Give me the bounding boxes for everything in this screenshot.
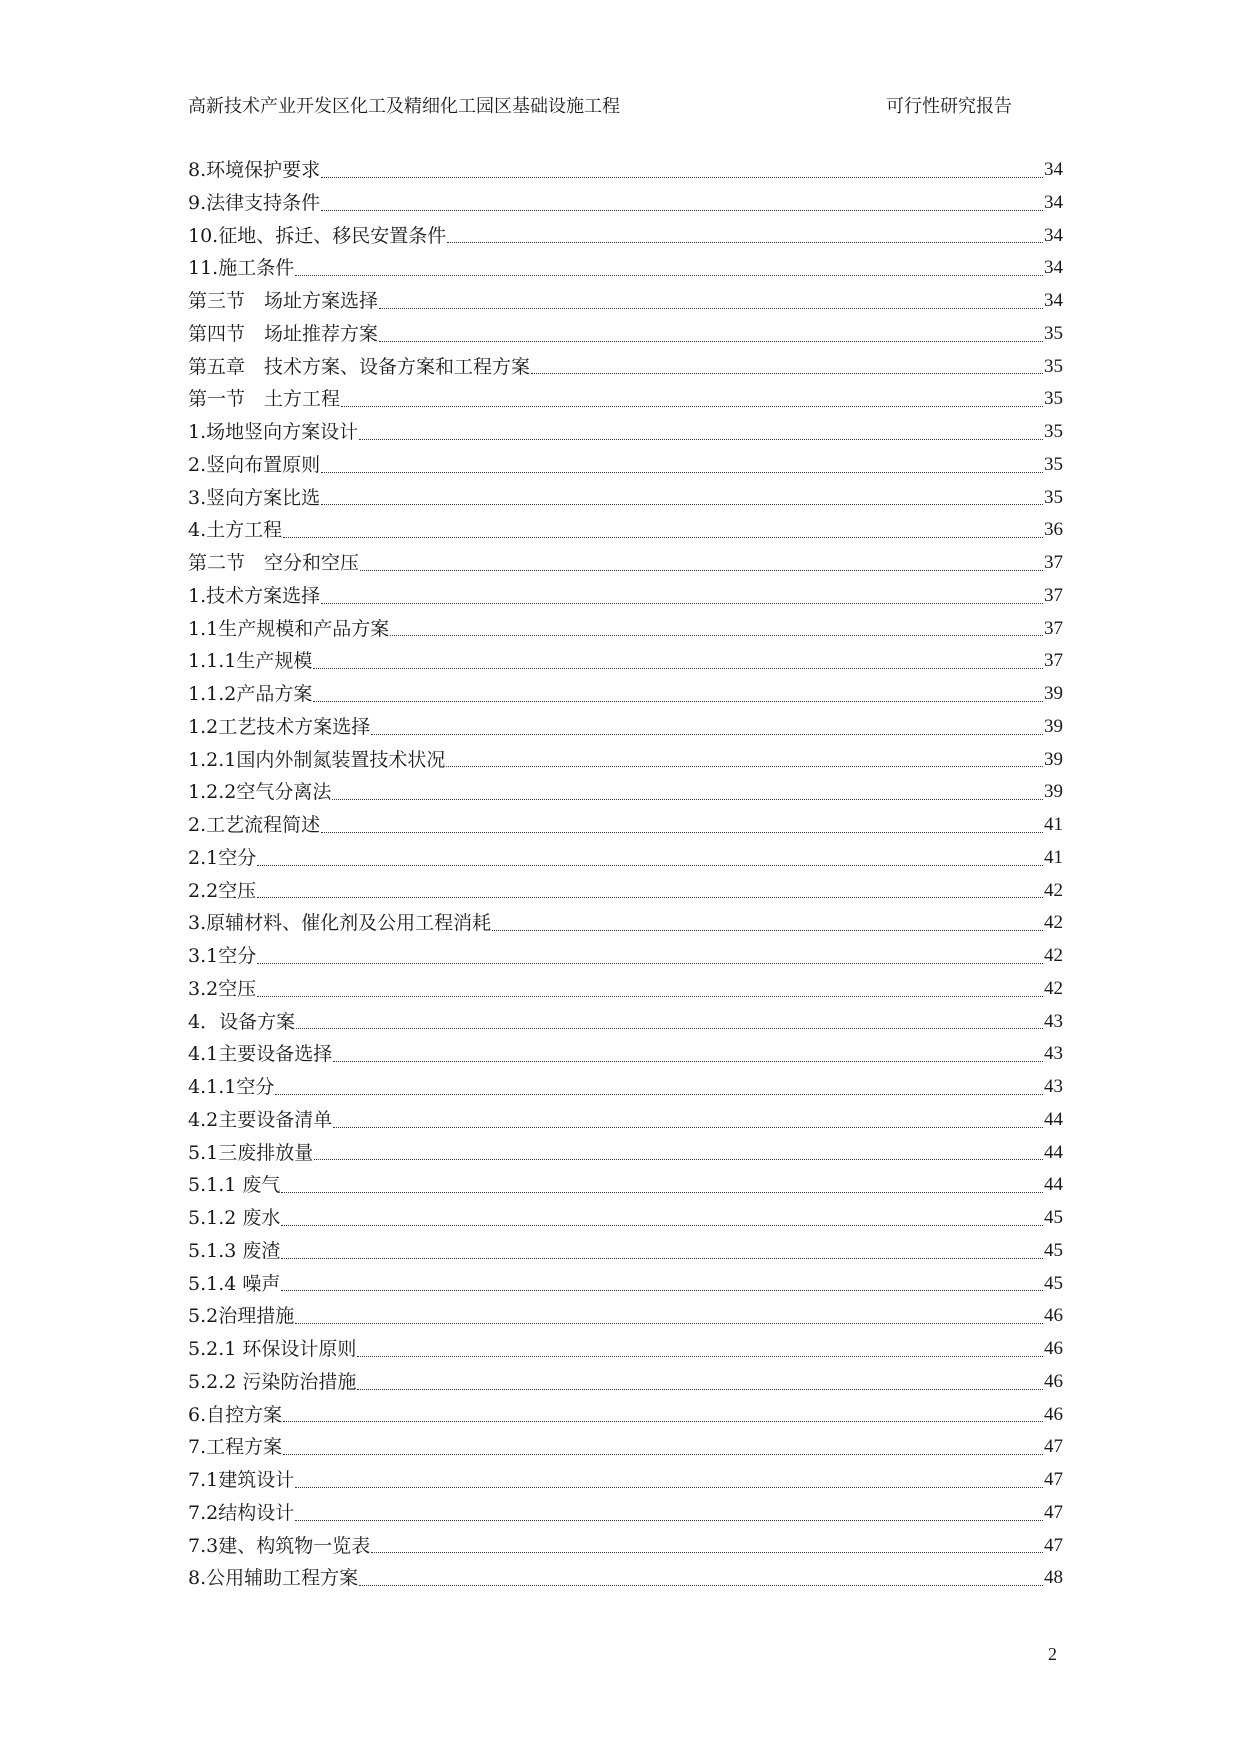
toc-entry-page: 46 — [1044, 1305, 1063, 1327]
toc-entry-title: 3.1空分 — [188, 945, 257, 967]
toc-entry-page: 41 — [1044, 814, 1063, 835]
toc-entry-page: 35 — [1044, 453, 1063, 475]
toc-dot-leader — [359, 1585, 1043, 1586]
toc-entry[interactable] — [188, 678, 1063, 711]
toc-entry[interactable] — [188, 1399, 1063, 1432]
toc-entry-page: 34 — [1044, 159, 1063, 180]
toc-entry-page: 35 — [1044, 486, 1063, 508]
toc-entry-page: 45 — [1044, 1272, 1063, 1294]
toc-entry-page: 46 — [1044, 1403, 1063, 1425]
toc-dot-leader — [313, 701, 1043, 702]
toc-dot-leader — [357, 1389, 1043, 1390]
toc-entry-title: 1.1.1生产规模 — [188, 650, 313, 673]
toc-entry[interactable] — [188, 809, 1063, 842]
toc-entry[interactable] — [188, 285, 1063, 318]
toc-entry[interactable] — [188, 514, 1063, 547]
toc-entry-page: 37 — [1044, 650, 1063, 672]
toc-entry[interactable] — [188, 744, 1063, 777]
toc-entry-title: 3.原辅材料、催化剂及公用工程消耗 — [188, 912, 492, 935]
toc-entry-page: 47 — [1044, 1534, 1063, 1556]
toc-entry-page: 42 — [1044, 945, 1063, 966]
toc-entry-page: 34 — [1044, 257, 1063, 279]
document-title: 高新技术产业开发区化工及精细化工园区基础设施工程 — [188, 96, 620, 117]
page-header — [188, 92, 1020, 122]
toc-dot-leader — [283, 1454, 1043, 1455]
toc-entry-title: 1.1生产规模和产品方案 — [188, 617, 390, 640]
toc-dot-leader — [275, 1094, 1043, 1095]
toc-dot-leader — [321, 472, 1043, 473]
toc-entry[interactable] — [188, 318, 1063, 351]
toc-entry[interactable] — [188, 1268, 1063, 1301]
toc-entry-page: 34 — [1044, 191, 1063, 213]
toc-entry-title: 5.1.3 废渣 — [188, 1239, 281, 1262]
toc-dot-leader — [281, 1225, 1043, 1226]
toc-entry-page: 46 — [1044, 1370, 1063, 1392]
toc-entry[interactable] — [188, 875, 1063, 908]
toc-entry-page: 39 — [1044, 748, 1063, 770]
toc-entry-page: 42 — [1044, 912, 1063, 934]
toc-entry-title: 3.2空压 — [188, 977, 257, 1000]
toc-dot-leader — [321, 210, 1043, 211]
toc-dot-leader — [332, 799, 1043, 800]
toc-entry[interactable] — [188, 482, 1063, 515]
toc-entry[interactable] — [188, 547, 1063, 580]
toc-dot-leader — [360, 570, 1043, 571]
toc-dot-leader — [283, 1421, 1043, 1422]
toc-entry-title: 1.1.2产品方案 — [188, 683, 313, 705]
toc-entry-page: 39 — [1044, 715, 1063, 737]
toc-entry[interactable] — [188, 1366, 1063, 1399]
toc-entry[interactable] — [188, 1202, 1063, 1235]
toc-entry-page: 43 — [1044, 1010, 1063, 1032]
toc-entry-title: 5.1.4 噪声 — [188, 1272, 281, 1295]
toc-entry-title: 4.2主要设备清单 — [188, 1108, 333, 1131]
toc-entry[interactable] — [188, 613, 1063, 646]
toc-dot-leader — [492, 930, 1043, 931]
toc-entry-page: 35 — [1044, 421, 1063, 442]
toc-entry-title: 2.工艺流程简述 — [188, 814, 321, 836]
toc-entry-title: 7.1建筑设计 — [188, 1469, 295, 1491]
toc-entry-title: 7.工程方案 — [188, 1436, 283, 1459]
toc-entry-title: 第一节 土方工程 — [188, 388, 341, 411]
toc-dot-leader — [313, 668, 1043, 669]
toc-entry[interactable] — [188, 1333, 1063, 1366]
toc-entry-title: 1.场地竖向方案设计 — [188, 421, 359, 443]
toc-entry-page: 42 — [1044, 977, 1063, 999]
toc-entry-title: 2.1空分 — [188, 846, 257, 869]
toc-dot-leader — [296, 1028, 1043, 1029]
toc-entry-page: 44 — [1044, 1141, 1063, 1163]
toc-entry[interactable] — [188, 1464, 1063, 1497]
toc-dot-leader — [390, 635, 1043, 636]
toc-entry-page: 45 — [1044, 1239, 1063, 1261]
toc-dot-leader — [531, 373, 1043, 374]
toc-dot-leader — [295, 1520, 1043, 1521]
toc-entry[interactable] — [188, 154, 1063, 187]
toc-entry[interactable] — [188, 907, 1063, 940]
toc-entry-title: 10.征地、拆迁、移民安置条件 — [188, 224, 447, 247]
toc-entry-page: 42 — [1044, 879, 1063, 901]
toc-entry[interactable] — [188, 1071, 1063, 1104]
toc-dot-leader — [281, 1192, 1043, 1193]
toc-entry[interactable] — [188, 1169, 1063, 1202]
toc-entry[interactable] — [188, 973, 1063, 1006]
toc-entry[interactable] — [188, 252, 1063, 285]
toc-entry[interactable] — [188, 940, 1063, 973]
toc-entry-title: 1.2.2空气分离法 — [188, 781, 332, 804]
toc-dot-leader — [333, 1061, 1043, 1062]
toc-dot-leader — [257, 897, 1043, 898]
toc-dot-leader — [281, 1290, 1043, 1291]
toc-entry-page: 48 — [1044, 1567, 1063, 1589]
toc-dot-leader — [295, 275, 1043, 276]
toc-dot-leader — [333, 1127, 1043, 1128]
toc-entry[interactable] — [188, 1006, 1063, 1039]
toc-dot-leader — [257, 963, 1043, 964]
toc-entry[interactable] — [188, 645, 1063, 678]
toc-dot-leader — [321, 832, 1043, 833]
toc-entry-title: 7.3建、构筑物一览表 — [188, 1534, 371, 1557]
toc-dot-leader — [379, 308, 1043, 309]
table-of-contents — [188, 154, 1063, 1595]
toc-entry-page: 47 — [1044, 1436, 1063, 1458]
toc-dot-leader — [447, 242, 1043, 243]
toc-entry-title: 11.施工条件 — [188, 257, 295, 280]
toc-entry-title: 第三节 场址方案选择 — [188, 290, 379, 312]
toc-entry[interactable] — [188, 351, 1063, 384]
toc-entry-page: 39 — [1044, 683, 1063, 704]
toc-dot-leader — [321, 504, 1043, 505]
toc-entry-page: 35 — [1044, 388, 1063, 410]
toc-entry[interactable] — [188, 580, 1063, 613]
toc-dot-leader — [283, 537, 1043, 538]
toc-entry-page: 43 — [1044, 1043, 1063, 1065]
toc-entry-page: 46 — [1044, 1338, 1063, 1359]
toc-entry-title: 5.2治理措施 — [188, 1305, 295, 1328]
toc-entry-title: 1.2.1国内外制氮装置技术状况 — [188, 748, 446, 771]
toc-entry[interactable] — [188, 1530, 1063, 1563]
toc-entry-page: 37 — [1044, 584, 1063, 606]
toc-entry-title: 6.自控方案 — [188, 1403, 283, 1426]
toc-entry-title: 1.2工艺技术方案选择 — [188, 715, 371, 738]
toc-entry[interactable] — [188, 1497, 1063, 1530]
toc-entry-title: 5.1.2 废水 — [188, 1207, 281, 1229]
toc-entry-title: 3.竖向方案比选 — [188, 486, 321, 509]
toc-dot-leader — [341, 406, 1043, 407]
toc-entry[interactable] — [188, 1431, 1063, 1464]
toc-dot-leader — [379, 341, 1043, 342]
toc-entry[interactable] — [188, 1562, 1063, 1595]
toc-entry-title: 5.2.1 环保设计原则 — [188, 1338, 357, 1360]
toc-dot-leader — [371, 734, 1043, 735]
toc-entry[interactable] — [188, 1300, 1063, 1333]
toc-entry-title: 8.环境保护要求 — [188, 159, 321, 181]
toc-dot-leader — [281, 1258, 1043, 1259]
toc-entry-page: 41 — [1044, 846, 1063, 868]
toc-entry[interactable] — [188, 776, 1063, 809]
toc-dot-leader — [446, 766, 1043, 767]
toc-entry-page: 47 — [1044, 1469, 1063, 1490]
toc-entry-title: 4.土方工程 — [188, 519, 283, 542]
toc-entry-title: 2.2空压 — [188, 879, 257, 902]
toc-entry-title: 5.1三废排放量 — [188, 1141, 314, 1164]
toc-entry[interactable] — [188, 1137, 1063, 1170]
toc-entry-title: 4．设备方案 — [188, 1010, 296, 1033]
toc-entry[interactable] — [188, 842, 1063, 875]
toc-dot-leader — [257, 865, 1043, 866]
toc-entry[interactable] — [188, 1104, 1063, 1137]
toc-entry-page: 45 — [1044, 1207, 1063, 1228]
toc-entry[interactable] — [188, 1038, 1063, 1071]
toc-entry-page: 34 — [1044, 290, 1063, 311]
toc-entry-page: 36 — [1044, 519, 1063, 541]
toc-entry-title: 5.2.2 污染防治措施 — [188, 1370, 357, 1393]
report-type: 可行性研究报告 — [886, 96, 1012, 117]
toc-entry[interactable] — [188, 383, 1063, 416]
toc-entry-title: 1.技术方案选择 — [188, 584, 321, 607]
toc-dot-leader — [321, 177, 1043, 178]
toc-entry-page: 47 — [1044, 1501, 1063, 1523]
toc-entry-title: 第二节 空分和空压 — [188, 552, 360, 574]
toc-entry-title: 5.1.1 废气 — [188, 1174, 281, 1197]
toc-entry[interactable] — [188, 711, 1063, 744]
toc-entry-title: 4.1主要设备选择 — [188, 1043, 333, 1066]
toc-dot-leader — [357, 1356, 1043, 1357]
toc-entry-page: 34 — [1044, 224, 1063, 246]
toc-entry-title: 4.1.1空分 — [188, 1076, 275, 1098]
toc-dot-leader — [321, 603, 1043, 604]
toc-dot-leader — [371, 1552, 1043, 1553]
toc-entry-title: 2.竖向布置原则 — [188, 453, 321, 476]
toc-entry-page: 44 — [1044, 1174, 1063, 1196]
toc-entry-title: 第五章 技术方案、设备方案和工程方案 — [188, 355, 531, 378]
toc-entry-title: 9.法律支持条件 — [188, 191, 321, 214]
toc-entry-page: 37 — [1044, 617, 1063, 639]
toc-entry[interactable] — [188, 449, 1063, 482]
toc-entry-title: 8.公用辅助工程方案 — [188, 1567, 359, 1590]
page-number: 2 — [1048, 1644, 1057, 1664]
toc-entry-page: 44 — [1044, 1108, 1063, 1130]
toc-entry[interactable] — [188, 1235, 1063, 1268]
toc-entry-title: 第四节 场址推荐方案 — [188, 322, 379, 345]
toc-entry[interactable] — [188, 220, 1063, 253]
toc-entry-page: 35 — [1044, 355, 1063, 377]
toc-entry[interactable] — [188, 416, 1063, 449]
toc-dot-leader — [295, 1323, 1043, 1324]
toc-dot-leader — [295, 1487, 1043, 1488]
toc-entry-page: 43 — [1044, 1076, 1063, 1097]
toc-entry-page: 39 — [1044, 781, 1063, 803]
toc-entry-page: 37 — [1044, 552, 1063, 573]
toc-dot-leader — [314, 1159, 1043, 1160]
toc-entry-page: 35 — [1044, 322, 1063, 344]
toc-entry-title: 7.2结构设计 — [188, 1501, 295, 1524]
toc-entry[interactable] — [188, 187, 1063, 220]
toc-dot-leader — [257, 996, 1043, 997]
toc-dot-leader — [359, 439, 1043, 440]
